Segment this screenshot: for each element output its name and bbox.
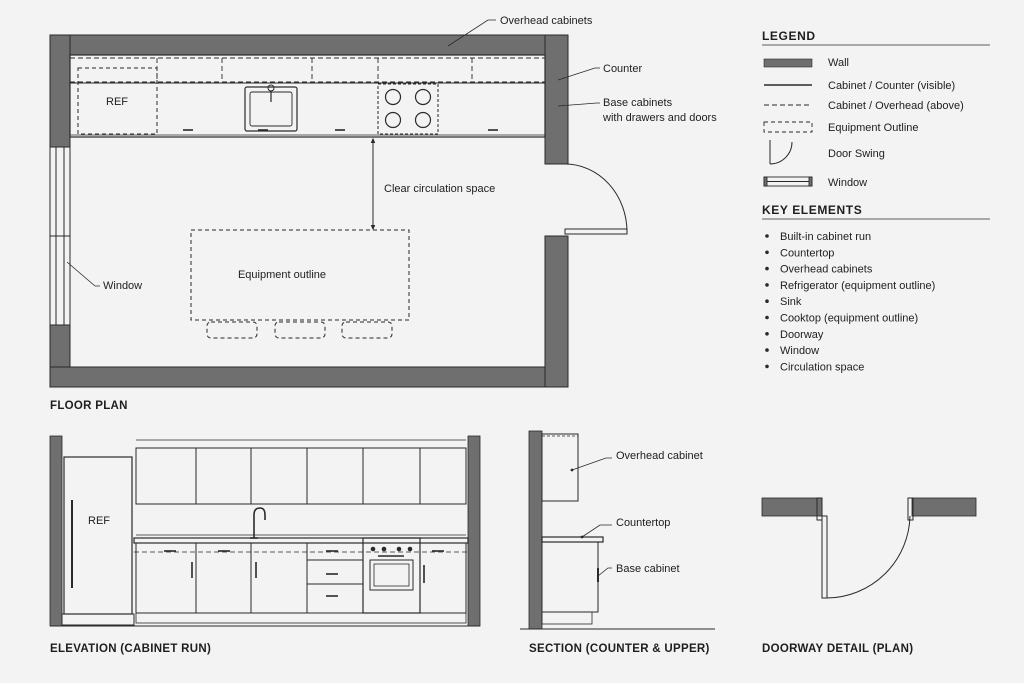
key-element-item: Refrigerator (equipment outline) [780,279,936,292]
section-wall [529,431,542,629]
bullet-dot [765,348,769,352]
key-element-item: Built-in cabinet run [780,231,872,243]
legend-window-swatch [764,177,812,186]
key-elements-list [765,231,935,373]
cooktop-outline [378,84,438,134]
section-countertop-label: Countertop [616,517,671,529]
section-base-label: Base cabinet [616,563,680,575]
counter-label: Counter [603,63,643,75]
base-cabinets-label-line2: with drawers and doors [603,112,717,124]
key-element-item: Overhead cabinets [780,263,873,276]
section-overhead-label: Overhead cabinet [616,450,703,462]
section-callout-dot-upper [571,469,574,472]
elevation-ref-label: REF [88,515,110,527]
equipment-outline-label: Equipment outline [237,269,327,281]
base-cabinets-label-line1: Base cabinets [603,97,673,109]
bullet-dot [765,251,769,255]
floor-plan-walls [50,35,568,387]
counter-run [70,55,545,137]
bullet-dot [765,332,769,336]
legend-item-door-swing: Door Swing [828,148,885,160]
legend-door-swing-swatch [770,140,792,164]
legend-wall-swatch [764,59,812,67]
section-callout-dot-counter [581,536,584,539]
bullet-dot [765,316,769,320]
ref-label: REF [106,96,128,108]
key-element-item: Window [780,345,820,358]
equipment-outline-box [191,230,409,338]
key-element-item: Doorway [780,328,824,341]
key-elements-heading: KEY ELEMENTS [762,203,863,217]
doorway-door [817,498,913,598]
doorway-detail-title: DOORWAY DETAIL (PLAN) [762,643,914,655]
section-countertop [542,537,603,542]
section-base-cabinet [542,542,598,624]
legend-item-wall: Wall [828,57,849,69]
window-label: Window [103,280,143,292]
elevation-base-cabinets [136,543,466,623]
floor-plan-callouts [67,20,600,286]
elevation-range [363,538,420,613]
elevation-title: ELEVATION (CABINET RUN) [50,643,212,655]
circulation-dimension [373,140,495,228]
sink [245,85,297,131]
elevation-handles [164,551,444,596]
legend-heading: LEGEND [762,29,816,43]
faucet-icon [250,508,265,538]
legend-item-window: Window [828,177,868,189]
legend-dashed-box-swatch [764,122,812,132]
floor-plan [50,15,717,412]
legend-item-equipment-outline: Equipment Outline [828,122,919,134]
legend-item-cabinet-overhead: Cabinet / Overhead (above) [828,100,964,112]
overhead-cabinets-label: Overhead cabinets [500,15,593,27]
section-title: SECTION (COUNTER & UPPER) [529,643,710,655]
elevation-upper-cabinets [136,440,466,504]
bullet-dot [765,365,769,369]
floor-plan-title: FLOOR PLAN [50,400,128,412]
legend-item-cabinet-visible: Cabinet / Counter (visible) [828,80,956,92]
elevation-countertop [134,538,468,552]
elevation-refrigerator [62,457,134,625]
doorway-detail [762,498,976,655]
key-element-item: Cooktop (equipment outline) [780,312,919,325]
bullet-dot [765,267,769,271]
bullet-dot [765,234,769,238]
circulation-label: Clear circulation space [384,183,496,195]
key-element-item: Circulation space [780,361,865,374]
bullet-dot [765,283,769,287]
elevation-walls [50,436,480,626]
section [520,431,715,655]
window-symbol [50,147,70,325]
refrigerator-outline [78,68,157,134]
key-element-item: Countertop [780,247,835,260]
key-element-item: Sink [780,296,802,309]
door-swing [565,164,627,234]
key-elements [762,203,990,373]
legend [762,29,990,189]
section-overhead-cabinet [542,434,578,501]
bullet-dot [765,299,769,303]
elevation [50,436,480,655]
doorway-walls [762,498,976,516]
